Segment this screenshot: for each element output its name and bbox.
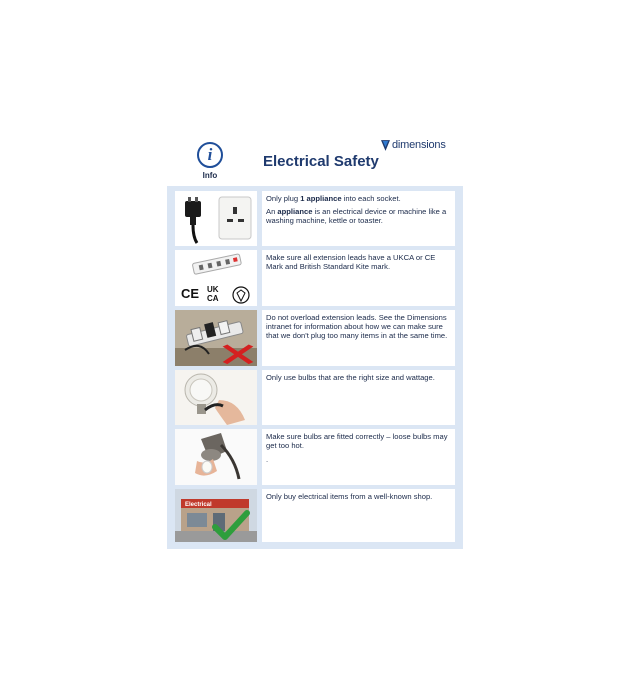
- brand-name: dimensions: [392, 139, 446, 151]
- brand-logo: [381, 139, 446, 151]
- row-text: Make sure bulbs are fitted correctly – loose bulbs may get too hot.: [266, 432, 448, 450]
- row-text: Only buy electrical items from a well-known shop.: [266, 492, 433, 501]
- text-span: Only plug: [266, 194, 301, 203]
- row-text-cell: [262, 310, 455, 366]
- bold-text: appliance: [277, 207, 313, 216]
- table-row: [175, 191, 455, 246]
- ca-mark: CA: [207, 294, 219, 303]
- light-bulb-image: [175, 370, 257, 425]
- bold-text: 1 appliance: [300, 194, 342, 203]
- page-title: Electrical Safety: [263, 153, 379, 170]
- row-text-cell: [262, 250, 455, 306]
- info-label: Info: [202, 171, 218, 180]
- info-icon: i: [197, 142, 223, 168]
- row-text-cell: [262, 489, 455, 542]
- info-block: [193, 142, 227, 180]
- row-text-dot: .: [266, 455, 269, 464]
- row-text: Make sure all extension leads have a UKCA or CE Mark and British Standard Kite mark.: [266, 253, 436, 271]
- row-text: Only use bulbs that are the right size and wattage.: [266, 373, 435, 382]
- overloaded-socket-image: [175, 310, 257, 366]
- header: [167, 131, 463, 185]
- extension-lead-image: [175, 250, 257, 306]
- row-text-cell: [262, 429, 455, 485]
- safety-table: [167, 186, 463, 549]
- uk-mark: UK: [207, 285, 219, 294]
- dimensions-logo-icon: [381, 140, 390, 151]
- electrical-shop-image: [175, 489, 257, 542]
- row-text: [266, 194, 451, 203]
- shop-sign: Electrical: [185, 502, 212, 508]
- table-row: [175, 250, 455, 306]
- desk-lamp-image: [175, 429, 257, 485]
- table-row: [175, 370, 455, 425]
- table-row: [175, 429, 455, 485]
- row-text-cell: [262, 370, 455, 425]
- text-span: into each socket.: [341, 194, 401, 203]
- ce-mark: CE: [181, 286, 200, 301]
- row-text: [266, 207, 451, 225]
- row-text: Do not overload extension leads. See the Dimensions intranet for information about how we can make sure that we don't plug too many items in at the same time.: [266, 313, 448, 340]
- row-text-cell: [262, 191, 455, 246]
- table-row: [175, 310, 455, 366]
- table-row: [175, 489, 455, 542]
- document: [167, 131, 463, 549]
- plug-and-socket-image: [175, 191, 257, 246]
- text-span: An: [266, 207, 278, 216]
- text-span: is an electrical device or machine like a washing machine, kettle or toaster.: [266, 207, 447, 225]
